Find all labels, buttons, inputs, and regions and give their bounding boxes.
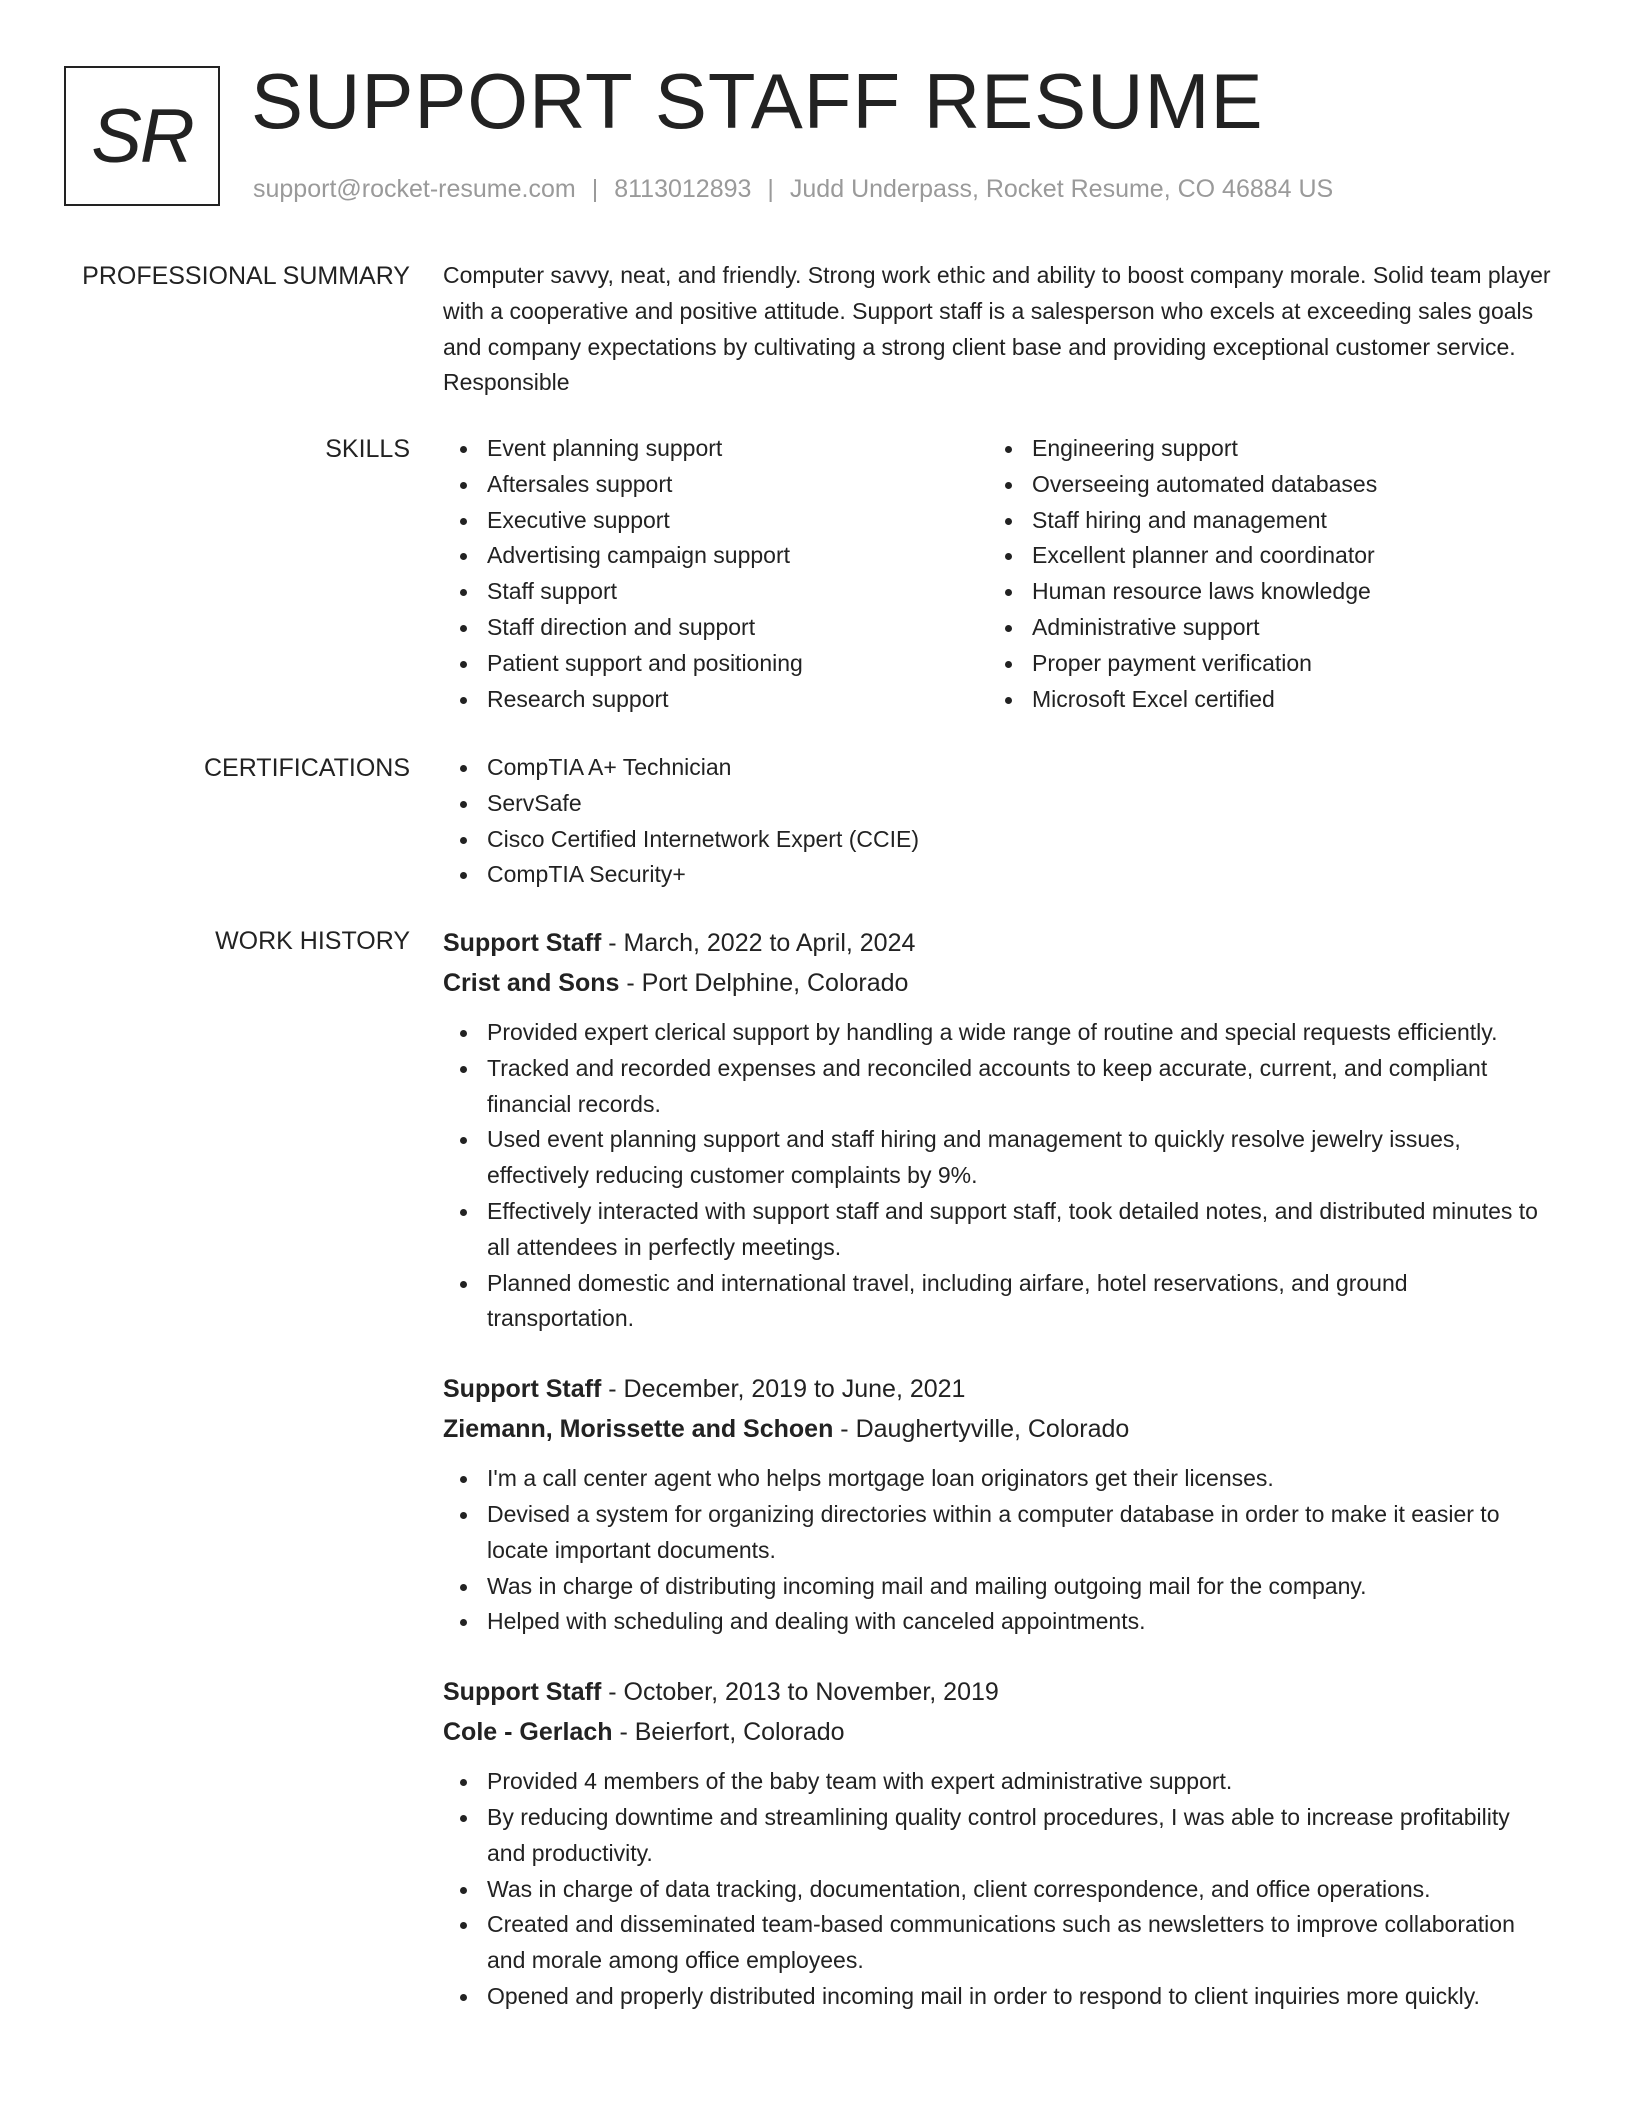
job-entry [443, 923, 1553, 1337]
section-label-summary: PROFESSIONAL SUMMARY [82, 262, 410, 290]
skill-item: Engineering support [988, 431, 1533, 467]
skill-item: Staff hiring and management [988, 503, 1533, 539]
job-bullet: Planned domestic and international travel, including airfare, hotel reservations, and ground transportation. [443, 1266, 1553, 1338]
certification-item: CompTIA A+ Technician [443, 750, 1553, 786]
job-bullets [443, 1015, 1553, 1337]
certifications-list [443, 750, 1553, 893]
skill-item: Advertising campaign support [443, 538, 988, 574]
job-bullets [443, 1461, 1553, 1640]
contact-separator: | [591, 175, 599, 203]
job-bullet: Devised a system for organizing directories within a computer database in order to make it easier to locate important documents. [443, 1497, 1553, 1569]
job-bullet: Provided expert clerical support by handling a wide range of routine and special requests efficiently. [443, 1015, 1553, 1051]
skill-item: Research support [443, 682, 988, 718]
job-bullet: Helped with scheduling and dealing with canceled appointments. [443, 1604, 1553, 1640]
skill-item: Excellent planner and coordinator [988, 538, 1533, 574]
skill-item: Staff support [443, 574, 988, 610]
job-company: Cole - Gerlach [443, 1718, 613, 1747]
contact-line [253, 174, 1333, 204]
certification-item: CompTIA Security+ [443, 857, 1553, 893]
certification-item: Cisco Certified Internetwork Expert (CCIE) [443, 822, 1553, 858]
skills-list-left [443, 431, 988, 717]
job-company-line [443, 1409, 1553, 1449]
resume-title: SUPPORT STAFF RESUME [251, 57, 1264, 145]
job-location: - Port Delphine, Colorado [619, 969, 909, 997]
section-label-work-history: WORK HISTORY [215, 927, 410, 955]
job-title-line [443, 1369, 1553, 1409]
skill-item: Human resource laws knowledge [988, 574, 1533, 610]
job-entry [443, 1672, 1553, 2015]
skill-item: Microsoft Excel certified [988, 682, 1533, 718]
section-label-certifications: CERTIFICATIONS [203, 754, 410, 782]
job-bullet: Provided 4 members of the baby team with expert administrative support. [443, 1764, 1553, 1800]
monogram: SR [64, 66, 220, 206]
skill-item: Staff direction and support [443, 610, 988, 646]
job-bullet: Tracked and recorded expenses and reconciled accounts to keep accurate, current, and compliant financial records. [443, 1051, 1553, 1123]
job-bullet: Created and disseminated team-based communications such as newsletters to improve collaboration and morale among office employees. [443, 1907, 1553, 1979]
job-location: - Daughertyville, Colorado [833, 1415, 1130, 1444]
job-dates: - December, 2019 to June, 2021 [601, 1375, 966, 1404]
job-company-line [443, 1712, 1553, 1752]
skills-columns [443, 431, 1553, 717]
job-location: - Beierfort, Colorado [612, 1718, 845, 1747]
job-bullet: Used event planning support and staff hiring and management to quickly resolve jewelry issues, effectively reducing customer complaints by 9%. [443, 1122, 1553, 1194]
skills-body [443, 431, 1553, 717]
summary-text: Computer savvy, neat, and friendly. Strong work ethic and ability to boost company morale. Solid team player with a cooperative and positive attitude. Support staff is a salesperson who excels at exceeding sales goals and company expectations by cultivating a strong client base and providing exceptional customer service. Responsible [443, 262, 1551, 396]
job-dates: - March, 2022 to April, 2024 [601, 929, 916, 957]
job-title-line [443, 923, 1553, 963]
job-bullet: By reducing downtime and streamlining quality control procedures, I was able to increase profitability and productivity. [443, 1800, 1553, 1872]
skill-item: Proper payment verification [988, 646, 1533, 682]
skill-item: Patient support and positioning [443, 646, 988, 682]
contact-address: Judd Underpass, Rocket Resume, CO 46884 US [789, 175, 1334, 203]
job-bullet: Opened and properly distributed incoming mail in order to respond to client inquiries more quickly. [443, 1979, 1553, 2015]
job-title: Support Staff [443, 1375, 602, 1404]
job-title-line [443, 1672, 1553, 1712]
certification-item: ServSafe [443, 786, 1553, 822]
skill-item: Administrative support [988, 610, 1533, 646]
job-title: Support Staff [443, 929, 602, 957]
job-bullet: Was in charge of data tracking, documentation, client correspondence, and office operations. [443, 1872, 1553, 1908]
skill-item: Overseeing automated databases [988, 467, 1533, 503]
skill-item: Executive support [443, 503, 988, 539]
summary-body [443, 258, 1553, 401]
job-bullets [443, 1764, 1553, 2015]
job-title: Support Staff [443, 1678, 602, 1707]
work-history-body [443, 923, 1553, 2015]
contact-email[interactable]: support@rocket-resume.com [253, 175, 576, 203]
job-company-line [443, 963, 1553, 1003]
contact-separator: | [767, 175, 774, 203]
contact-phone[interactable]: 8113012893 [614, 175, 752, 203]
skills-list-right [988, 431, 1533, 717]
job-company: Crist and Sons [443, 969, 620, 997]
certifications-body [443, 750, 1553, 893]
skill-item: Event planning support [443, 431, 988, 467]
job-bullet: I'm a call center agent who helps mortgage loan originators get their licenses. [443, 1461, 1553, 1497]
job-entry [443, 1369, 1553, 1640]
job-company: Ziemann, Morissette and Schoen [443, 1415, 834, 1444]
job-bullet: Effectively interacted with support staff and support staff, took detailed notes, and distributed minutes to all attendees in perfectly meetings. [443, 1194, 1553, 1266]
skill-item: Aftersales support [443, 467, 988, 503]
job-dates: - October, 2013 to November, 2019 [601, 1678, 999, 1707]
section-label-skills: SKILLS [325, 435, 410, 463]
job-bullet: Was in charge of distributing incoming mail and mailing outgoing mail for the company. [443, 1569, 1553, 1605]
